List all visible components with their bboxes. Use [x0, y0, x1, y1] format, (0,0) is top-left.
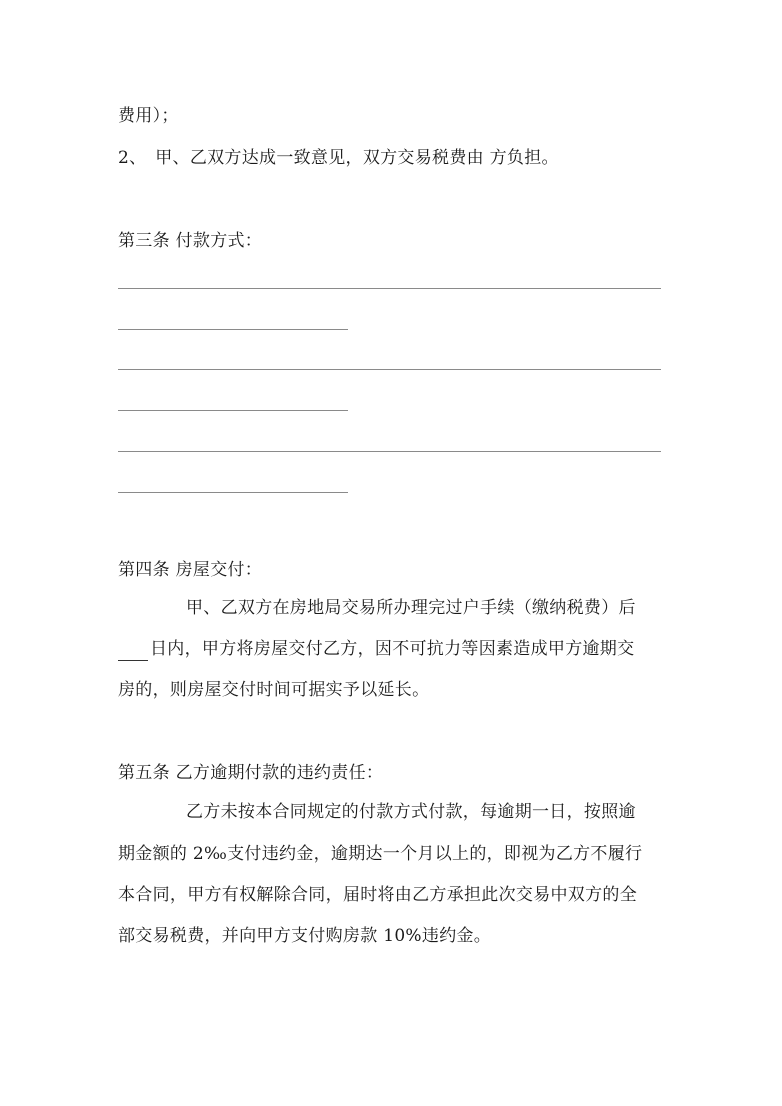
- fill-line-short-1: [118, 329, 348, 330]
- article-5-paragraph-line-3: 本合同，甲方有权解除合同，届时将由乙方承担此次交易中双方的全: [118, 885, 637, 905]
- article-5-paragraph-line-1: 乙方未按本合同规定的付款方式付款，每逾期一日，按照逾: [186, 802, 636, 822]
- article-4-heading: 第四条 房屋交付：: [118, 560, 263, 580]
- fill-line-short-3: [118, 492, 348, 493]
- article-5-paragraph-line-4: 部交易税费，并向甲方支付购房款 10%违约金。: [118, 926, 492, 946]
- fill-line-long-1: [118, 288, 661, 289]
- article-4-paragraph-line-1: 甲、乙双方在房地局交易所办理完过户手续（缴纳税费）后: [186, 598, 636, 618]
- article-5-paragraph-line-2: 期金额的 2‰支付违约金，逾期达一个月以上的，即视为乙方不履行: [118, 844, 643, 864]
- fill-line-long-3: [118, 451, 661, 452]
- fill-line-short-2: [118, 410, 348, 411]
- text-line-fees: 费用）；: [118, 106, 179, 126]
- days-blank: [118, 642, 148, 661]
- article-3-heading: 第三条 付款方式：: [118, 231, 263, 251]
- fill-line-long-2: [118, 369, 661, 370]
- article-4-paragraph-line-2: 日内，甲方将房屋交付乙方，因不可抗力等因素造成甲方逾期交: [118, 637, 634, 661]
- article-4-paragraph-line-3: 房的，则房屋交付时间可据实予以延长。: [118, 680, 430, 700]
- article-5-heading: 第五条 乙方逾期付款的违约责任：: [118, 763, 384, 783]
- text-line-tax-burden: 2、 甲、乙双方达成一致意见，双方交易税费由 方负担。: [118, 148, 559, 168]
